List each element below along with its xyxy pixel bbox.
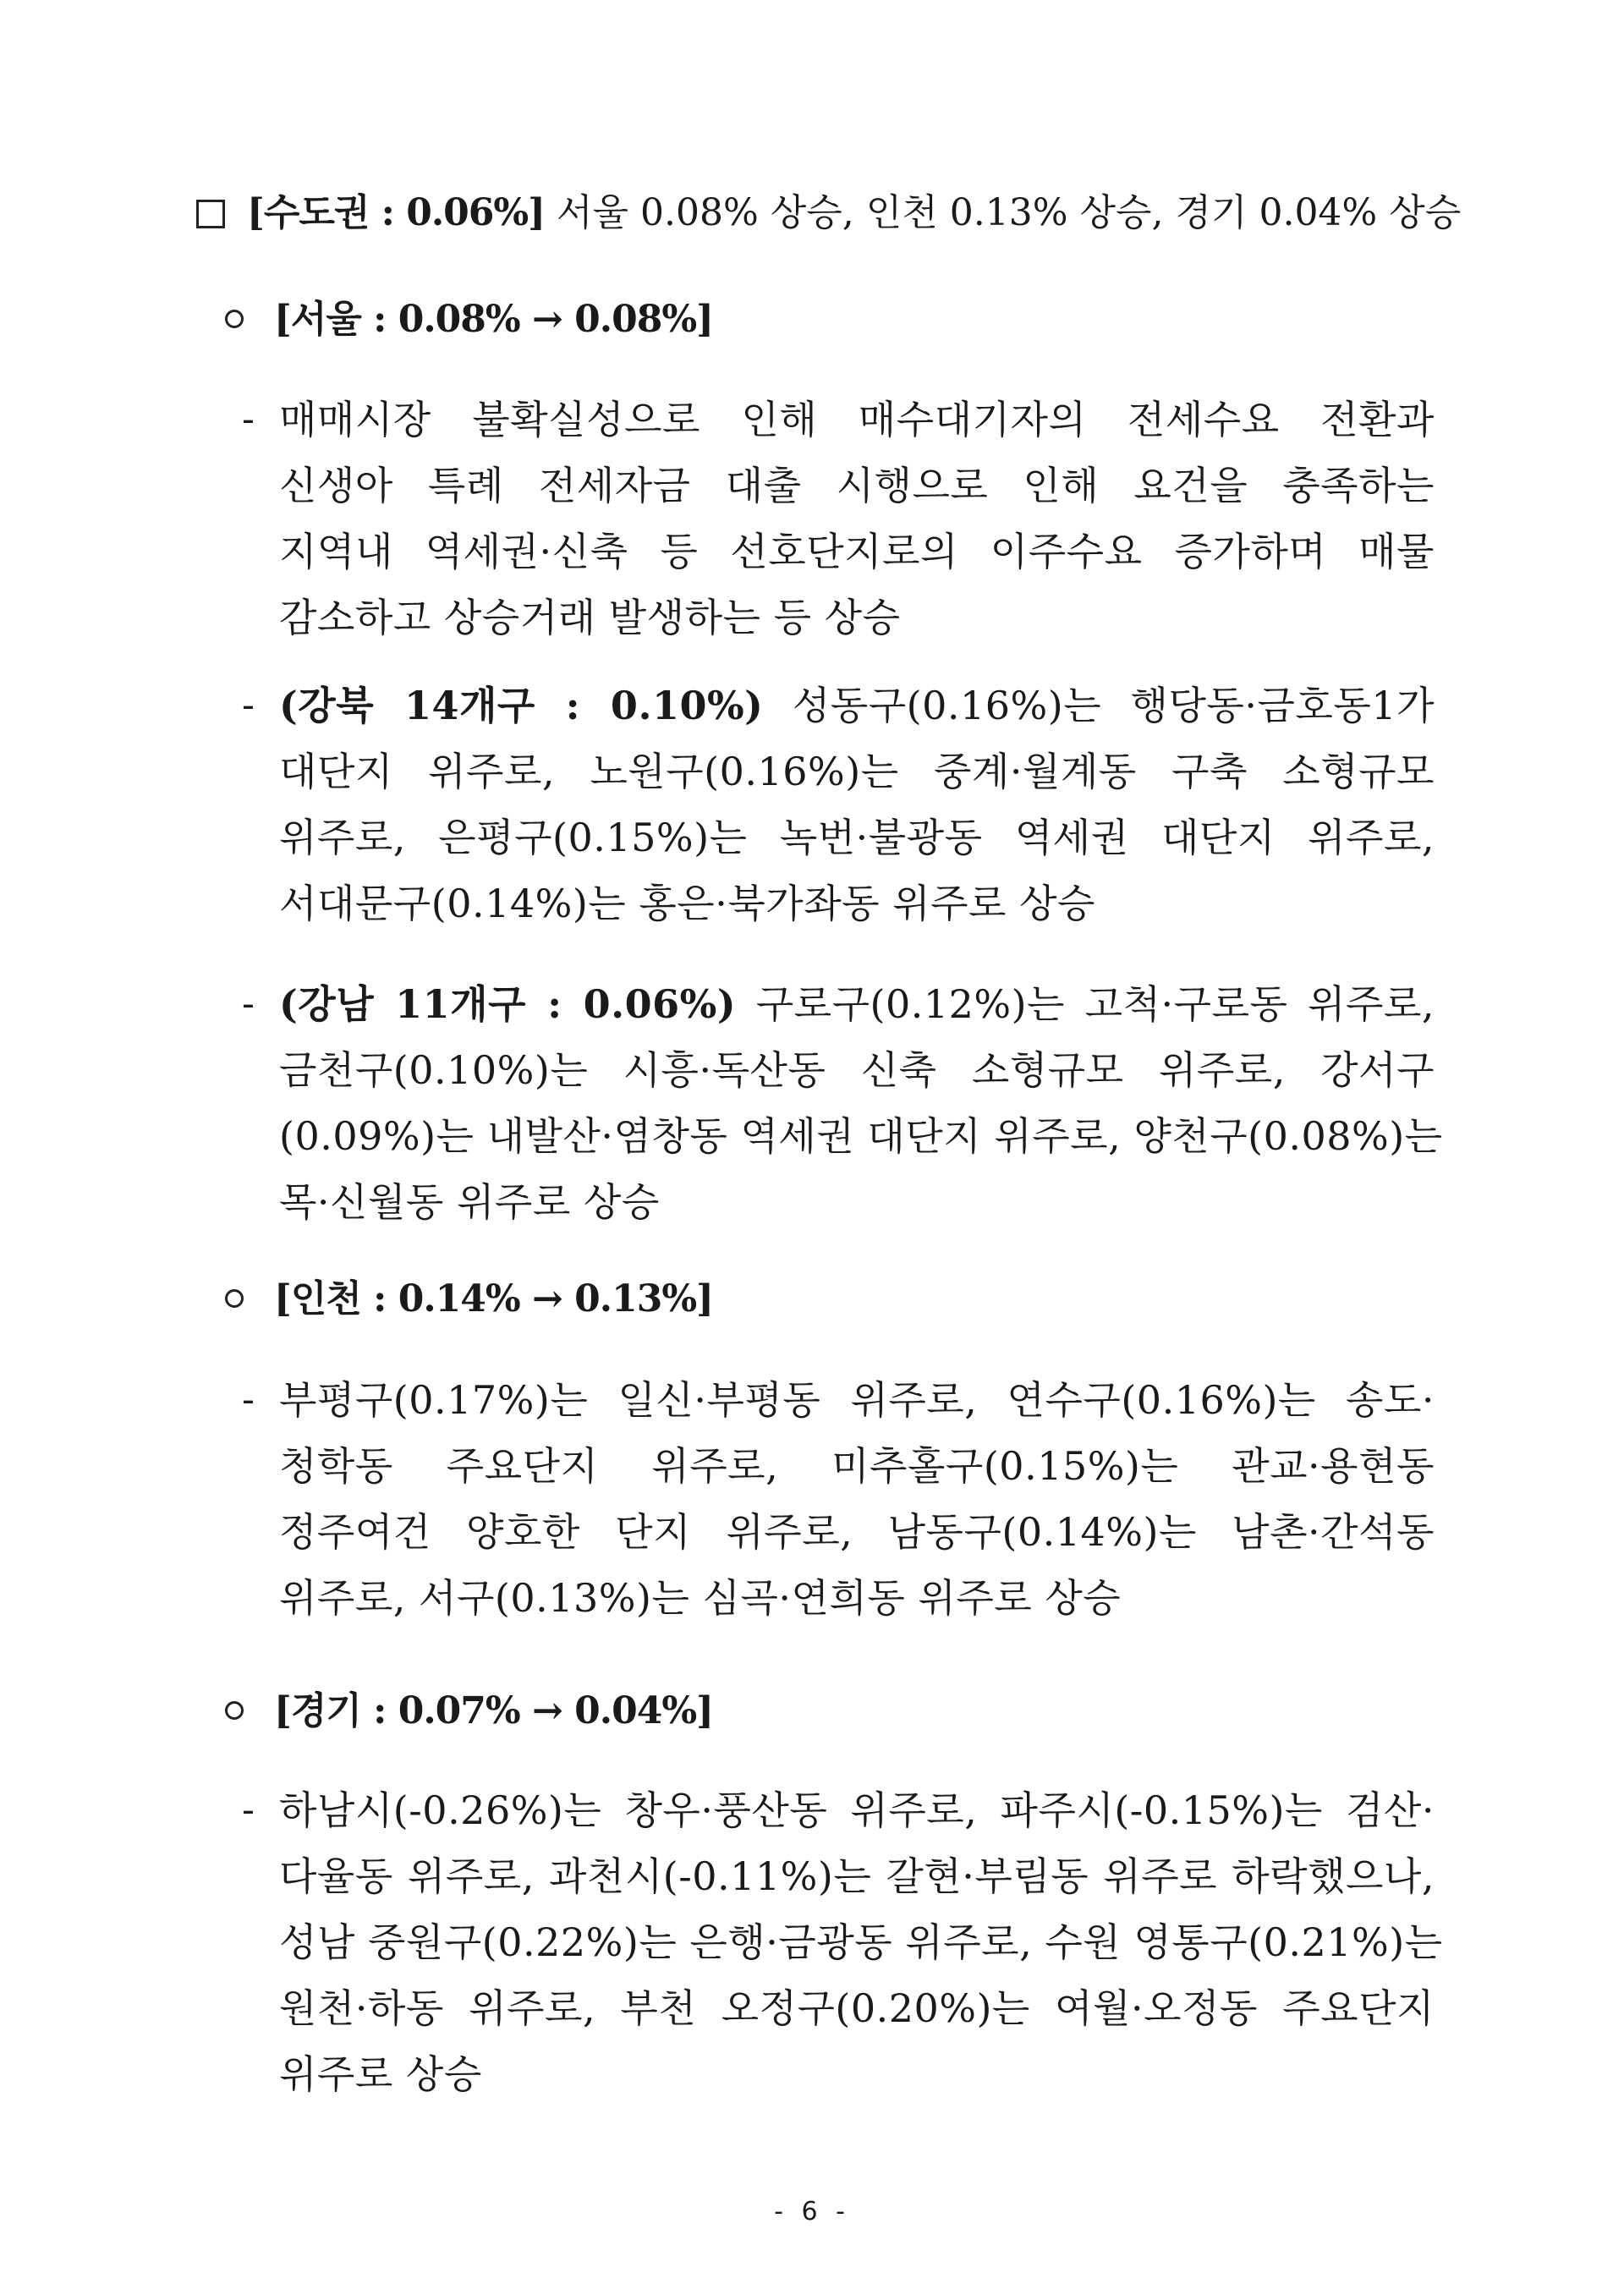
gyeonggi-heading-text: [경기 : 0.07% → 0.04%]: [274, 1689, 713, 1732]
headline-summary: 서울 0.08% 상승, 인천 0.13% 상승, 경기 0.04% 상승: [545, 191, 1462, 234]
text-line: 금천구(0.10%)는 시흥·독산동 신축 소형규모 위주로, 강서구: [279, 1047, 1435, 1093]
text-line: 위주로, 은평구(0.15%)는 녹번·불광동 역세권 대단지 위주로,: [279, 815, 1435, 860]
text-line: 서대문구(0.14%)는 홍은·북가좌동 위주로 상승: [279, 881, 1095, 926]
dash-bullet: -: [242, 1378, 255, 1421]
circle-bullet-icon: [225, 310, 244, 328]
incheon-heading: [225, 1274, 713, 1325]
gangnam-first-line-rest: 구로구(0.12%)는 고척·구로동 위주로,: [736, 981, 1435, 1027]
text-line: [279, 971, 1435, 1037]
gyeonggi-heading: [225, 1686, 713, 1737]
text-line: 청학동 주요단지 위주로, 미추홀구(0.15%)는 관교·용현동: [279, 1443, 1435, 1489]
seoul-gangbuk-paragraph: [242, 673, 1435, 936]
text-line: 정주여건 양호한 단지 위주로, 남동구(0.14%)는 남촌·간석동: [279, 1509, 1435, 1555]
text-line: 목·신월동 위주로 상승: [279, 1179, 660, 1225]
text-line: 위주로 상승: [279, 2051, 482, 2097]
text-line: 매매시장 불확실성으로 인해 매수대기자의 전세수요 전환과: [279, 397, 1435, 442]
dash-bullet: -: [242, 982, 255, 1025]
text-line: 신생아 특례 전세자금 대출 시행으로 인해 요건을 충족하는: [279, 463, 1435, 508]
seoul-heading: [225, 294, 713, 345]
text-line: (0.09%)는 내발산·염창동 역세권 대단지 위주로, 양천구(0.08%)는: [279, 1113, 1443, 1159]
circle-bullet-icon: [225, 1701, 244, 1720]
headline-metro-label: [수도권 : 0.06%]: [247, 191, 545, 234]
checkbox-square-icon: [196, 200, 225, 228]
text-line: 감소하고 상승거래 발생하는 등 상승: [279, 595, 901, 640]
text-line: 다율동 위주로, 과천시(-0.11%)는 갈현·부림동 위주로 하락했으나,: [279, 1853, 1435, 1899]
seoul-paragraph-1: [242, 387, 1435, 651]
text-line: [279, 673, 1435, 738]
text-line: 성남 중원구(0.22%)는 은행·금광동 위주로, 수원 영통구(0.21%)는: [279, 1919, 1443, 1965]
gangnam-lead: (강남 11개구 : 0.06%): [279, 981, 737, 1027]
incheon-heading-text: [인천 : 0.14% → 0.13%]: [274, 1277, 713, 1320]
text-line: 지역내 역세권·신축 등 선호단지로의 이주수요 증가하며 매물: [279, 529, 1435, 574]
text-line: 원천·하동 위주로, 부천 오정구(0.20%)는 여월·오정동 주요단지: [279, 1985, 1435, 2031]
section-headline: [196, 188, 1461, 239]
dash-bullet: -: [242, 684, 255, 727]
text-line: 부평구(0.17%)는 일신·부평동 위주로, 연수구(0.16%)는 송도·: [279, 1377, 1435, 1423]
dash-bullet: -: [242, 398, 255, 441]
dash-bullet: -: [242, 1788, 255, 1831]
gyeonggi-paragraph: [242, 1777, 1443, 2107]
seoul-gangnam-paragraph: [242, 971, 1443, 1235]
seoul-heading-text: [서울 : 0.08% → 0.08%]: [274, 298, 713, 341]
text-line: 하남시(-0.26%)는 창우·풍산동 위주로, 파주시(-0.15%)는 검산·: [279, 1787, 1435, 1833]
gangbuk-lead: (강북 14개구 : 0.10%): [279, 683, 764, 728]
text-line: 위주로, 서구(0.13%)는 심곡·연희동 위주로 상승: [279, 1575, 1122, 1621]
incheon-paragraph: [242, 1367, 1435, 1631]
circle-bullet-icon: [225, 1289, 244, 1308]
text-line: 대단지 위주로, 노원구(0.16%)는 중계·월계동 구축 소형규모: [279, 749, 1435, 794]
gangbuk-first-line-rest: 성동구(0.16%)는 행당동·금호동1가: [763, 683, 1435, 728]
page-number: - 6 -: [774, 2197, 850, 2226]
